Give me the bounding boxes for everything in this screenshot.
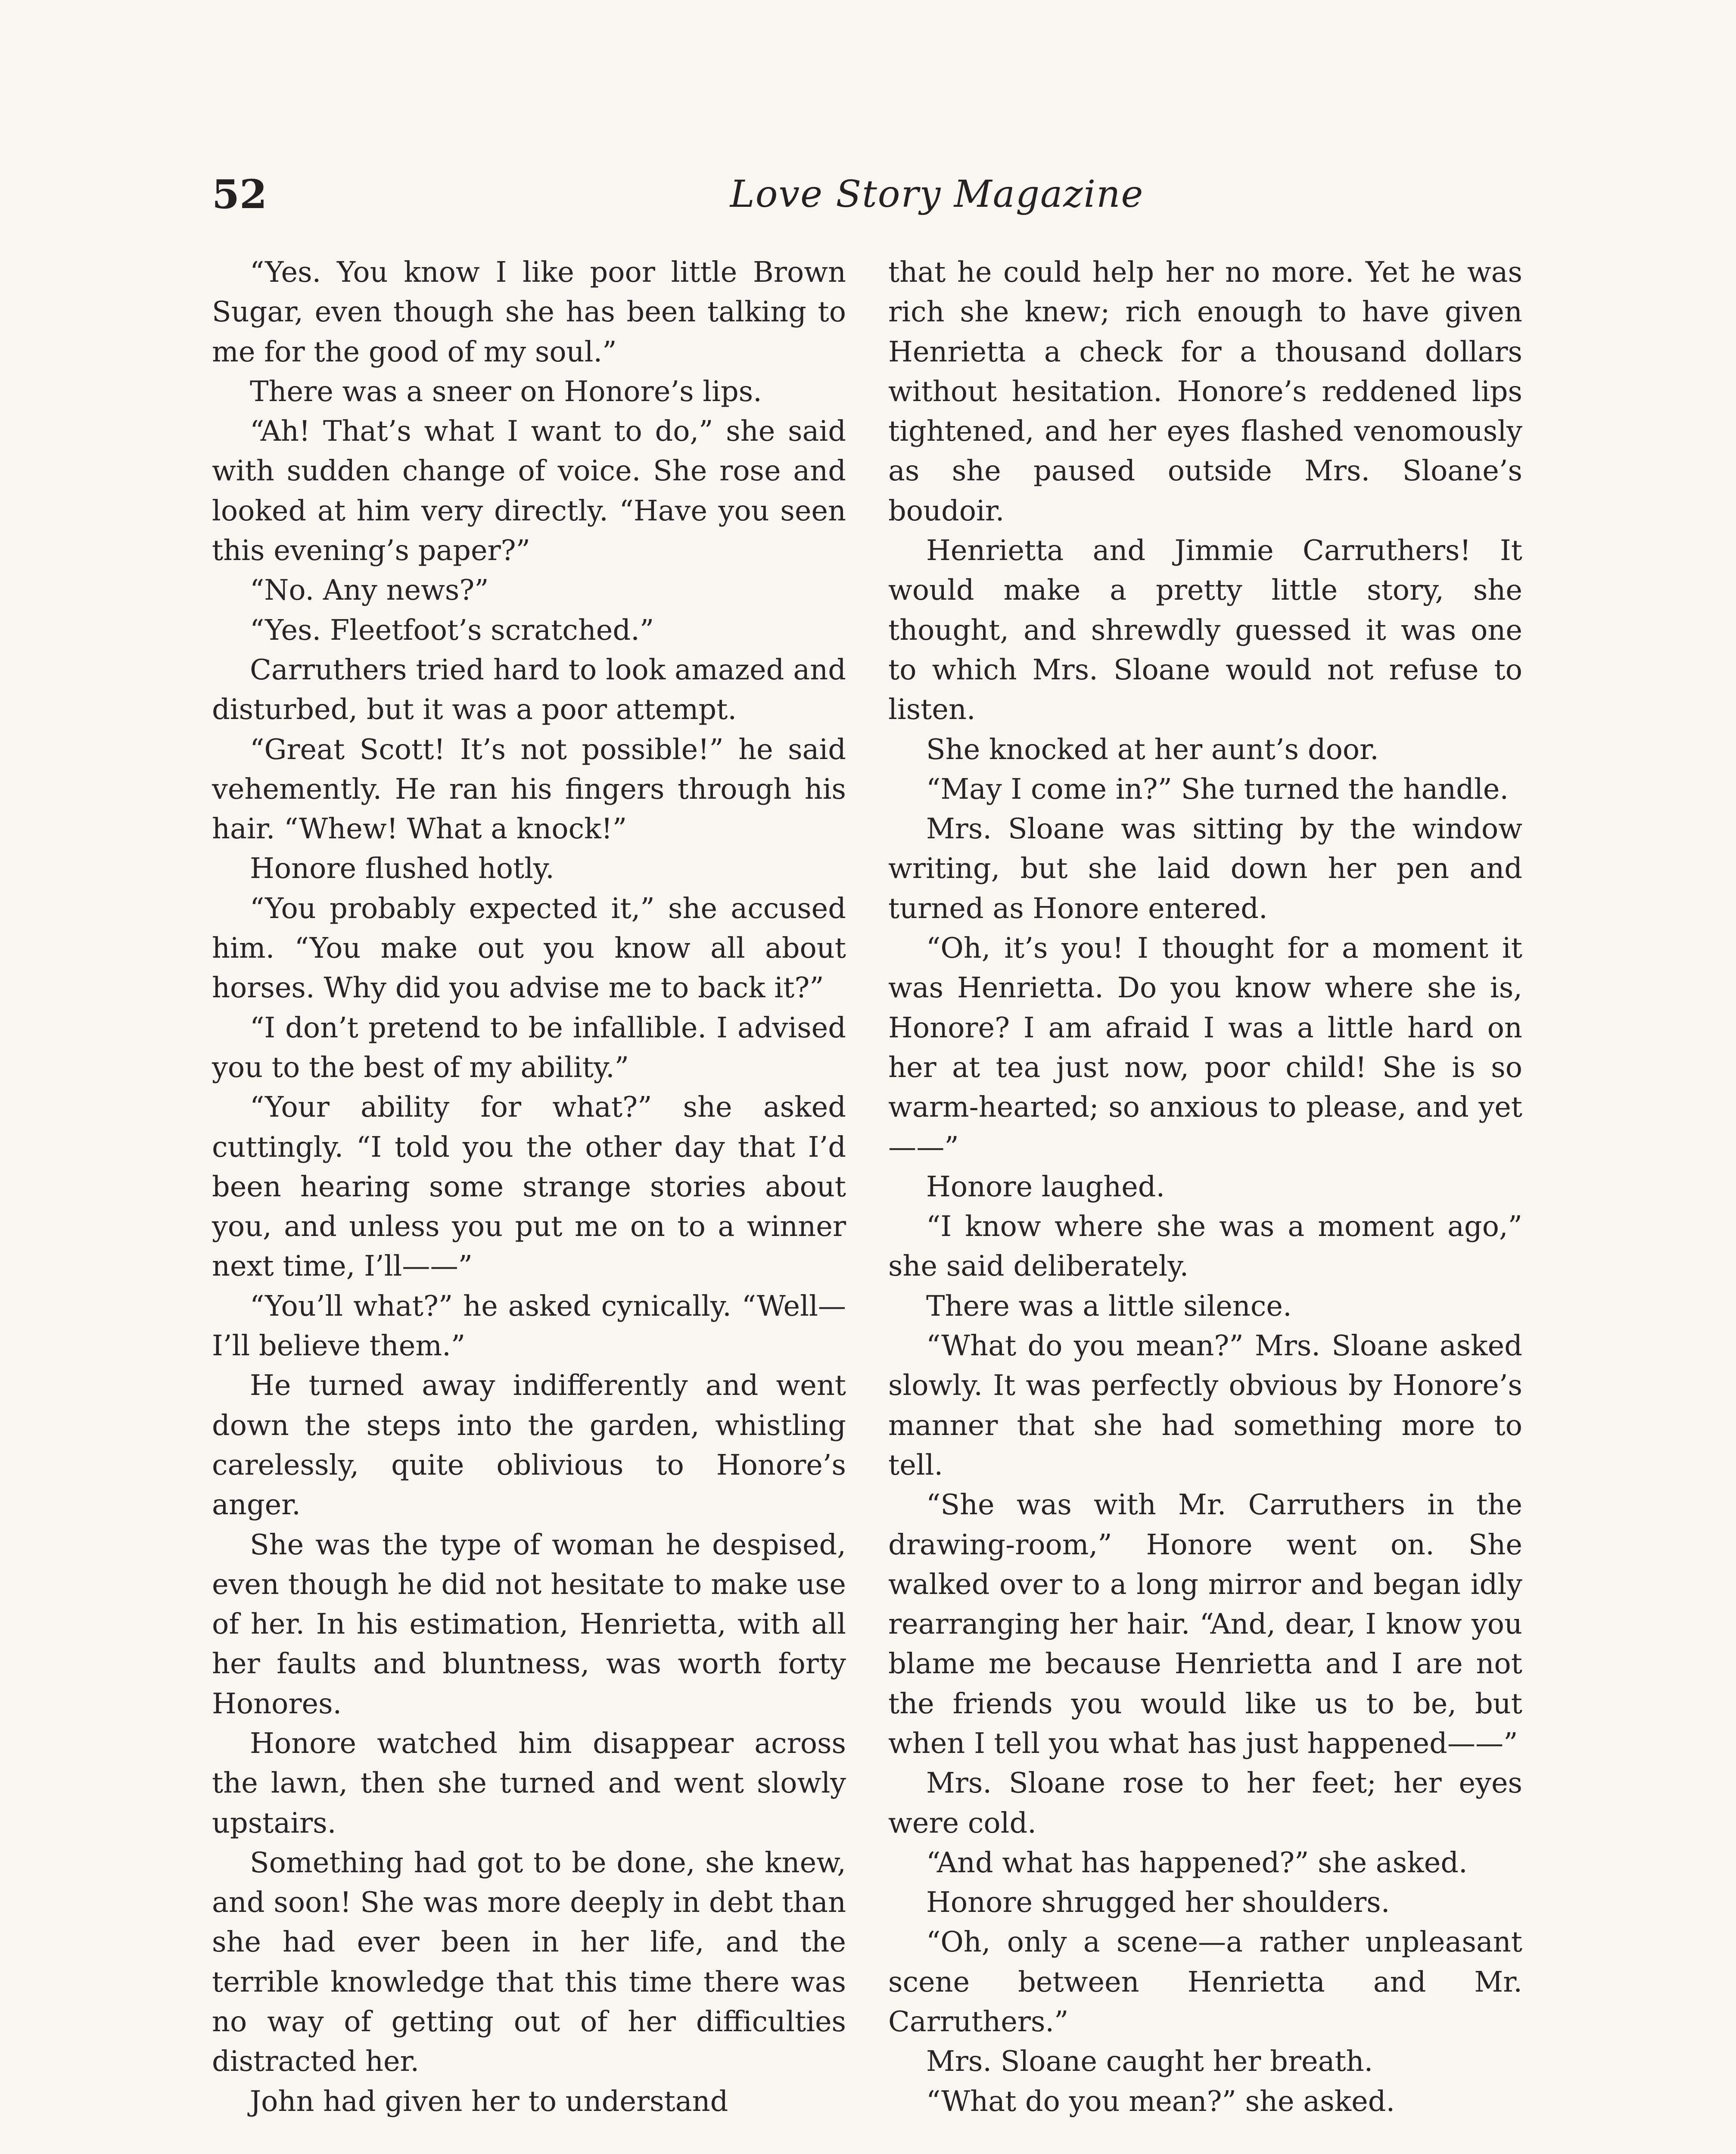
paragraph: “What do you mean?” Mrs. Sloane asked slowly. It was perfectly obvious by Honore’s manner that she had something more to tell.: [888, 1329, 1522, 1482]
paragraph: Honore shrugged her shoulders.: [926, 1886, 1390, 1919]
paragraph: “You’ll what?” he asked cynically. “Well—I’ll believe them.”: [212, 1289, 846, 1363]
paragraph: “I don’t pretend to be infallible. I advised you to the best of my ability.”: [212, 1011, 846, 1084]
paragraph: “Yes. You know I like poor little Brown Sugar, even though she has been talking to me for the good of my soul.”: [212, 256, 846, 368]
paragraph: John had given her to understand: [250, 2085, 728, 2118]
paragraph: Mrs. Sloane caught her breath.: [926, 2045, 1373, 2078]
paragraph: “Yes. Fleetfoot’s scratched.”: [250, 613, 654, 647]
right-text-column: [888, 252, 1522, 2121]
paragraph: “She was with Mr. Carruthers in the drawing-room,” Honore went on. She walked over to a long mirror and began idly rearranging her hair. “And, dear, I know you blame me because Henrietta and I are not the friends you would like us to be, but when I tell you what has just happened——”: [888, 1488, 1522, 1760]
paragraph: There was a little silence.: [926, 1289, 1292, 1323]
paragraph: “And what has happened?” she asked.: [926, 1846, 1468, 1879]
paragraph: Henrietta and Jimmie Carruthers! It would make a pretty little story, she thought, and shrewdly guessed it was one to which Mrs. Sloane would not refuse to listen.: [888, 534, 1522, 726]
paragraph: Something had got to be done, she knew, and soon! She was more deeply in debt than she had ever been in her life, and the terrible knowledge that this time there was no way of getting out of her difficulties distracted her.: [212, 1846, 846, 2078]
paragraph: “No. Any news?”: [250, 574, 489, 607]
running-title: Love Story Magazine: [730, 173, 1144, 216]
paragraph: “May I come in?” She turned the handle.: [926, 772, 1509, 806]
left-text-column: [212, 252, 846, 2121]
paragraph: There was a sneer on Honore’s lips.: [250, 375, 762, 408]
paragraph: “Oh, it’s you! I thought for a moment it was Henrietta. Do you know where she is, Honore? I am afraid I was a little hard on her at tea just now, poor child! She is so warm-hearted; so anxious to please, and yet——”: [888, 932, 1522, 1164]
page-number: 52: [212, 171, 268, 218]
paragraph: He turned away indifferently and went down the steps into the garden, whistling carelessly, quite oblivious to Honore’s anger.: [212, 1369, 846, 1522]
paragraph: Honore flushed hotly.: [250, 852, 554, 885]
paragraph: Honore watched him disappear across the lawn, then she turned and went slowly upstairs.: [212, 1727, 846, 1840]
paragraph: She was the type of woman he despised, even though he did not hesitate to make use of her. In his estimation, Henrietta, with all her faults and bluntness, was worth forty Honores.: [212, 1528, 846, 1720]
paragraph: “I know where she was a moment ago,” she said deliberately.: [888, 1210, 1522, 1283]
paragraph: “Your ability for what?” she asked cuttingly. “I told you the other day that I’d been hearing some strange stories about you, and unless you put me on to a winner next time, I’ll——”: [212, 1091, 846, 1283]
paragraph: Honore laughed.: [926, 1170, 1165, 1203]
paragraph: “You probably expected it,” she accused him. “You make out you know all about horses. Why did you advise me to back it?”: [212, 892, 846, 1005]
paragraph: “Ah! That’s what I want to do,” she said with sudden change of voice. She rose and looked at him very directly. “Have you seen this evening’s paper?”: [212, 415, 846, 567]
paragraph: Mrs. Sloane was sitting by the window writing, but she laid down her pen and turned as Honore entered.: [888, 812, 1522, 925]
paragraph: Carruthers tried hard to look amazed and disturbed, but it was a poor attempt.: [212, 653, 846, 726]
paragraph: “Great Scott! It’s not possible!” he said vehemently. He ran his fingers through his hair. “Whew! What a knock!”: [212, 733, 846, 846]
paragraph: Mrs. Sloane rose to her feet; her eyes were cold.: [888, 1767, 1522, 1840]
paragraph: “What do you mean?” she asked.: [926, 2085, 1395, 2118]
paragraph-continued: that he could help her no more. Yet he was rich she knew; rich enough to have given Henrietta a check for a thousand dollars without hesitation. Honore’s reddened lips tightened, and her eyes flashed venomously as she paused outside Mrs. Sloane’s boudoir.: [888, 256, 1522, 527]
paragraph: She knocked at her aunt’s door.: [926, 733, 1379, 766]
paragraph: “Oh, only a scene—a rather unpleasant scene between Henrietta and Mr. Carruthers.”: [888, 1926, 1522, 2039]
